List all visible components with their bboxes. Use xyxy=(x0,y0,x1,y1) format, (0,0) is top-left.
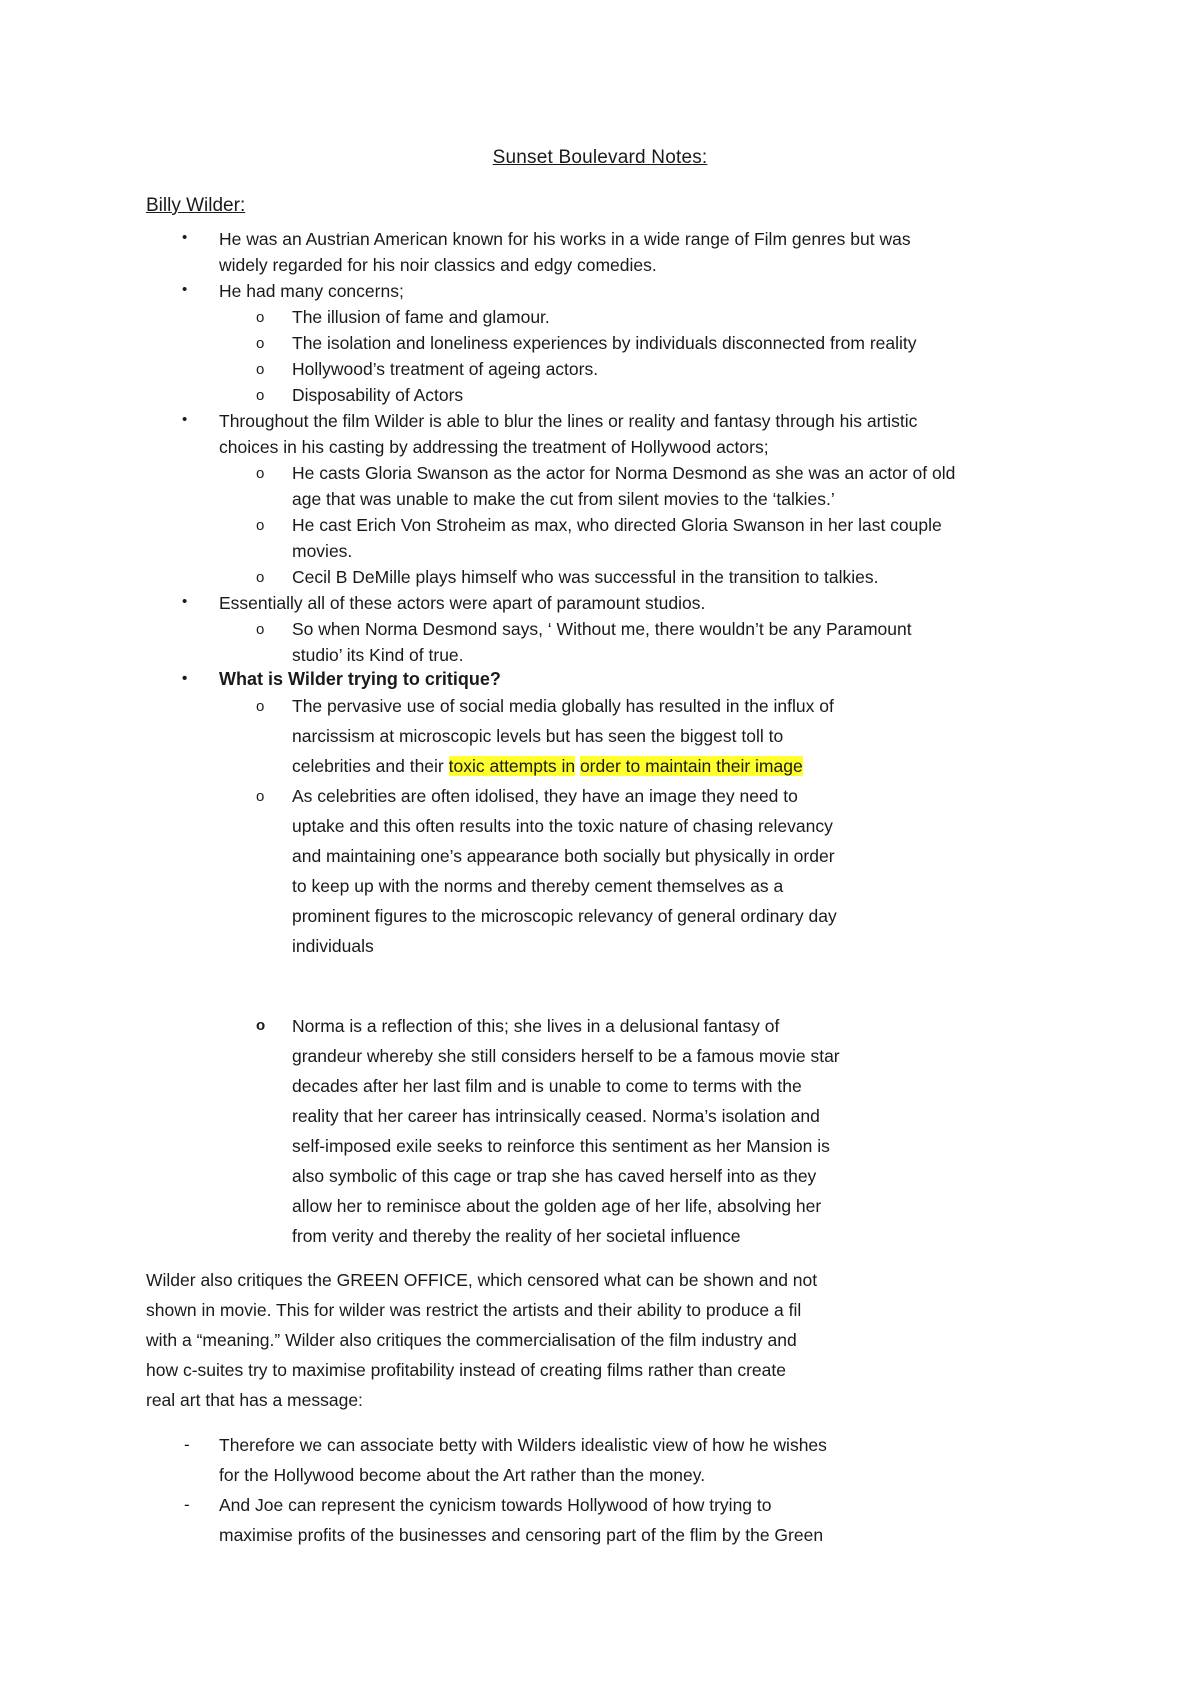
bullet-line: Essentially all of these actors were apart of paramount studios. xyxy=(219,593,706,613)
critique-question: What is Wilder trying to critique? xyxy=(219,669,501,689)
sub-bullet-marker: o xyxy=(256,788,265,805)
dash-line: Therefore we can associate betty with Wilders idealistic view of how he wishes xyxy=(219,1435,827,1455)
critique-line: narcissism at microscopic levels but has seen the biggest toll to xyxy=(292,726,784,746)
dash-line: And Joe can represent the cynicism towards Hollywood of how trying to xyxy=(219,1495,772,1515)
sub-bullet-marker: o xyxy=(256,698,265,715)
critique-line: and maintaining one’s appearance both socially but physically in order xyxy=(292,846,835,866)
highlight-text: order to maintain their image xyxy=(579,756,803,776)
bullet-marker: • xyxy=(182,229,188,246)
sub-bullet-marker: o xyxy=(256,569,265,586)
concern-item: Hollywood’s treatment of ageing actors. xyxy=(292,359,599,379)
paramount-line: studio’ its Kind of true. xyxy=(292,645,464,665)
dash-marker: - xyxy=(184,1435,190,1454)
sub-bullet-marker: o xyxy=(256,621,265,638)
casting-line: Cecil B DeMille plays himself who was successful in the transition to talkies. xyxy=(292,567,879,587)
casting-line: He casts Gloria Swanson as the actor for Norma Desmond as she was an actor of old xyxy=(292,463,956,483)
bullet-line: choices in his casting by addressing the treatment of Hollywood actors; xyxy=(219,437,769,457)
highlight-text: toxic attempts in xyxy=(448,756,576,776)
critique-line: self-imposed exile seeks to reinforce this sentiment as her Mansion is xyxy=(292,1136,830,1156)
paragraph-line: Wilder also critiques the GREEN OFFICE, which censored what can be shown and not xyxy=(146,1270,818,1290)
bullet-line: Throughout the film Wilder is able to blur the lines or reality and fantasy through his artistic xyxy=(219,411,918,431)
critique-line: The pervasive use of social media globally has resulted in the influx of xyxy=(292,696,834,716)
paramount-line: So when Norma Desmond says, ‘ Without me, there wouldn’t be any Paramount xyxy=(292,619,912,639)
critique-line: individuals xyxy=(292,936,374,956)
bullet-line: He was an Austrian American known for his works in a wide range of Film genres but was xyxy=(219,229,911,249)
critique-line-prefix: celebrities and their xyxy=(292,756,449,776)
critique-line: reality that her career has intrinsically ceased. Norma’s isolation and xyxy=(292,1106,820,1126)
bullet-line: He had many concerns; xyxy=(219,281,404,301)
paragraph-line: shown in movie. This for wilder was restrict the artists and their ability to produce a fil xyxy=(146,1300,802,1320)
critique-line: Norma is a reflection of this; she lives in a delusional fantasy of xyxy=(292,1016,780,1036)
sub-bullet-marker: o xyxy=(256,335,265,352)
concern-item: Disposability of Actors xyxy=(292,385,464,405)
critique-line: uptake and this often results into the toxic nature of chasing relevancy xyxy=(292,816,833,836)
bullet-marker: • xyxy=(182,670,188,687)
casting-line: movies. xyxy=(292,541,353,561)
critique-line: allow her to reminisce about the golden age of her life, absolving her xyxy=(292,1196,822,1216)
bullet-marker: • xyxy=(182,411,188,428)
critique-line: to keep up with the norms and thereby cement themselves as a xyxy=(292,876,784,896)
critique-line-highlighted xyxy=(292,755,803,777)
bullet-line: widely regarded for his noir classics and edgy comedies. xyxy=(219,255,657,275)
critique-line: prominent figures to the microscopic relevancy of general ordinary day xyxy=(292,906,837,926)
critique-line: As celebrities are often idolised, they have an image they need to xyxy=(292,786,798,806)
sub-bullet-marker: o xyxy=(256,309,265,326)
sub-bullet-marker: o xyxy=(256,387,265,404)
sub-bullet-marker: o xyxy=(256,1017,266,1034)
casting-line: age that was unable to make the cut from silent movies to the ‘talkies.’ xyxy=(292,489,835,509)
paragraph-line: with a “meaning.” Wilder also critiques the commercialisation of the film industry and xyxy=(146,1330,797,1350)
dash-line: for the Hollywood become about the Art rather than the money. xyxy=(219,1465,706,1485)
sub-bullet-marker: o xyxy=(256,517,265,534)
paragraph-line: real art that has a message: xyxy=(146,1390,363,1410)
critique-line: decades after her last film and is unable to come to terms with the xyxy=(292,1076,802,1096)
dash-line: maximise profits of the businesses and censoring part of the flim by the Green xyxy=(219,1525,824,1545)
sub-bullet-marker: o xyxy=(256,361,265,378)
sub-bullet-marker: o xyxy=(256,465,265,482)
critique-line: from verity and thereby the reality of her societal influence xyxy=(292,1226,741,1246)
concern-item: The isolation and loneliness experiences by individuals disconnected from reality xyxy=(292,333,917,353)
dash-marker: - xyxy=(184,1495,190,1514)
bullet-marker: • xyxy=(182,593,188,610)
concern-item: The illusion of fame and glamour. xyxy=(292,307,550,327)
bullet-marker: • xyxy=(182,281,188,298)
paragraph-line: how c-suites try to maximise profitability instead of creating films rather than create xyxy=(146,1360,786,1380)
critique-line: also symbolic of this cage or trap she has caved herself into as they xyxy=(292,1166,817,1186)
critique-line: grandeur whereby she still considers herself to be a famous movie star xyxy=(292,1046,840,1066)
section-heading: Billy Wilder: xyxy=(146,195,246,216)
casting-line: He cast Erich Von Stroheim as max, who directed Gloria Swanson in her last couple xyxy=(292,515,942,535)
document-title: Sunset Boulevard Notes: xyxy=(492,147,708,168)
